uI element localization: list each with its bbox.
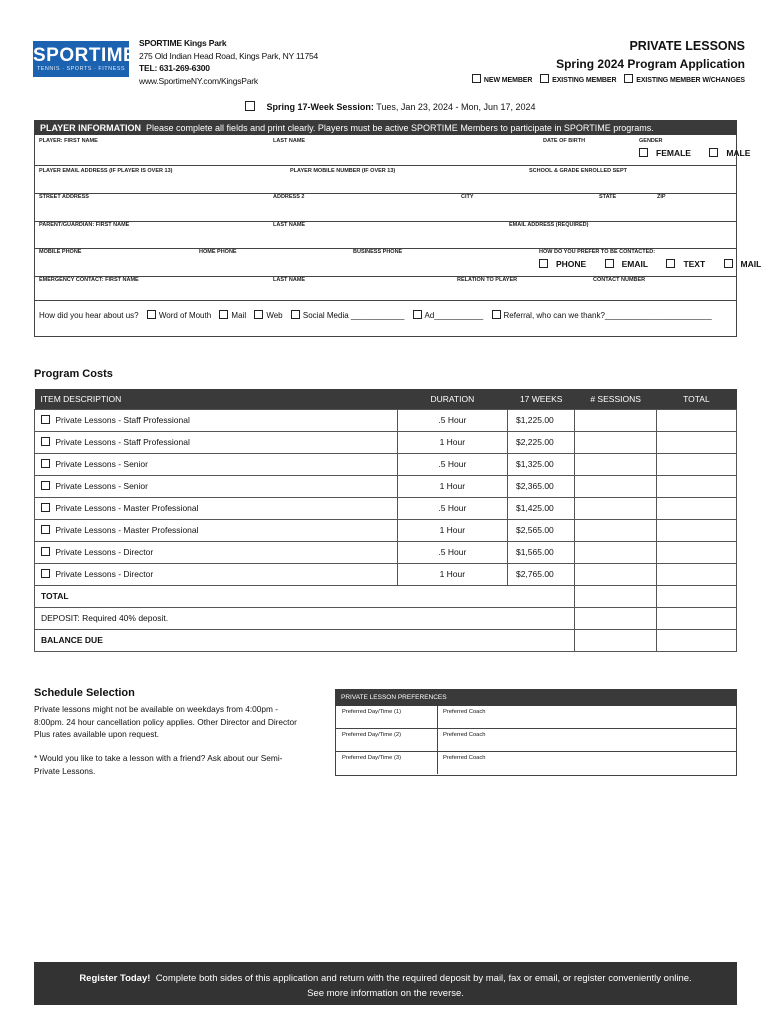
item-description <box>35 475 398 497</box>
parent-last-name-label: LAST NAME <box>273 222 306 228</box>
contact-mail-checkbox[interactable] <box>724 259 733 268</box>
logo-tagline: TENNIS · SPORTS · FITNESS <box>36 66 126 72</box>
item-price: $2,365.00 <box>507 475 575 497</box>
dob-label: DATE OF BIRTH <box>543 138 586 144</box>
total-cell[interactable] <box>656 453 736 475</box>
form-title-block <box>466 39 745 84</box>
item-checkbox[interactable] <box>41 437 50 446</box>
new-member-checkbox[interactable] <box>472 74 481 83</box>
social-media-checkbox[interactable] <box>291 310 300 319</box>
mobile-phone-label: MOBILE PHONE <box>39 249 82 255</box>
preferred-coach-label: Preferred Coach <box>443 732 486 738</box>
reverse-note: See more information on the reverse. <box>307 988 464 999</box>
deposit-row-label: DEPOSIT: Required 40% deposit. <box>35 607 575 629</box>
item-label: Private Lessons - Director <box>55 547 154 557</box>
contact-text-label: TEXT <box>683 259 706 269</box>
female-label: FEMALE <box>656 148 691 158</box>
zip-label: ZIP <box>657 194 666 200</box>
sessions-cell[interactable] <box>575 497 656 519</box>
parent-row[interactable] <box>35 222 736 249</box>
emergency-last-name-label: LAST NAME <box>273 277 306 283</box>
cost-row <box>35 475 737 497</box>
hear-about-us <box>39 310 712 320</box>
item-price: $2,765.00 <box>507 563 575 585</box>
emergency-first-name-label: EMERGENCY CONTACT: FIRST NAME <box>39 277 139 283</box>
contact-preference-options <box>539 259 770 269</box>
item-description <box>35 541 398 563</box>
cost-row <box>35 541 737 563</box>
club-info <box>139 37 318 87</box>
club-address: 275 Old Indian Head Road, Kings Park, NY 11754 <box>139 50 319 61</box>
contact-email-checkbox[interactable] <box>605 259 614 268</box>
item-label: Private Lessons - Senior <box>55 459 148 469</box>
item-description <box>35 453 398 475</box>
parent-email-label: EMAIL ADDRESS (REQUIRED) <box>509 222 589 228</box>
web-label: Web <box>266 311 283 320</box>
item-duration: 1 Hour <box>397 519 507 541</box>
contact-text-checkbox[interactable] <box>666 259 675 268</box>
mail-checkbox[interactable] <box>219 310 228 319</box>
item-description <box>35 563 398 585</box>
word-of-mouth-label: Word of Mouth <box>158 311 212 320</box>
total-cell[interactable] <box>656 497 736 519</box>
col-total: TOTAL <box>656 389 736 409</box>
female-checkbox[interactable] <box>639 148 648 157</box>
gender-label: GENDER <box>639 138 663 144</box>
player-email-label: PLAYER EMAIL ADDRESS (IF PLAYER IS OVER 13) <box>39 168 173 174</box>
player-info-instructions: Please complete all fields and print clearly. Players must be active SPORTIME Members to participate in SPORTIME programs. <box>146 123 654 133</box>
item-price: $2,225.00 <box>507 431 575 453</box>
member-type-options <box>466 74 745 84</box>
session-checkbox[interactable] <box>245 101 255 111</box>
cost-row <box>35 431 737 453</box>
ad-checkbox[interactable] <box>413 310 422 319</box>
total-cell[interactable] <box>656 431 736 453</box>
sessions-cell[interactable] <box>575 541 656 563</box>
register-footer <box>34 962 737 1005</box>
referral-label: Referral, who can we thank?________________________ <box>503 311 712 320</box>
item-duration: 1 Hour <box>397 563 507 585</box>
col-item-description: ITEM DESCRIPTION <box>35 389 398 409</box>
hear-about-label: How did you hear about us? <box>39 311 139 320</box>
player-info-form <box>34 135 762 337</box>
male-label: MALE <box>726 148 751 158</box>
school-grade-label: SCHOOL & GRADE ENROLLED SEPT <box>529 168 627 174</box>
total-cell[interactable] <box>656 475 736 497</box>
state-label: STATE <box>599 194 617 200</box>
form-title: PRIVATE LESSONS <box>629 39 745 53</box>
address-row[interactable] <box>35 194 736 222</box>
total-row-sessions-cell[interactable] <box>575 585 656 607</box>
existing-member-changes-label: EXISTING MEMBER W/CHANGES <box>636 77 745 84</box>
schedule-note: Private lessons might not be available on weekdays from 4:00pm - 8:00pm. 24 hour cancellation policy applies. Other Director and Director Plus rates available upon request. <box>34 704 297 739</box>
player-contact-row[interactable] <box>35 166 736 194</box>
register-instructions: Complete both sides of this application and return with the required deposit by mail, fax or email, or register conveniently online. <box>155 973 692 984</box>
item-label: Private Lessons - Staff Professional <box>55 437 190 447</box>
existing-member-checkbox[interactable] <box>540 74 549 83</box>
city-label: CITY <box>461 194 474 200</box>
preferred-day-label: Preferred Day/Time (1) <box>342 709 402 715</box>
costs-header-row <box>35 389 737 409</box>
item-price: $1,565.00 <box>507 541 575 563</box>
word-of-mouth-checkbox[interactable] <box>147 310 156 319</box>
player-mobile-label: PLAYER MOBILE NUMBER (IF OVER 13) <box>290 168 396 174</box>
social-media-label: Social Media ____________ <box>302 311 405 320</box>
cost-row <box>35 519 737 541</box>
sessions-cell[interactable] <box>575 409 656 431</box>
player-first-name-label: PLAYER: FIRST NAME <box>39 138 98 144</box>
total-cell[interactable] <box>656 519 736 541</box>
player-info-header <box>34 120 737 135</box>
preferences-table <box>335 706 737 776</box>
item-duration: .5 Hour <box>397 497 507 519</box>
total-row-amount-cell[interactable] <box>656 585 736 607</box>
item-price: $1,225.00 <box>507 409 575 431</box>
item-checkbox[interactable] <box>41 415 50 424</box>
total-cell[interactable] <box>656 563 736 585</box>
item-description <box>35 409 398 431</box>
deposit-row-sessions-cell[interactable] <box>575 607 656 629</box>
sessions-cell[interactable] <box>575 431 656 453</box>
col-17-weeks: 17 WEEKS <box>507 389 575 409</box>
phone-row[interactable] <box>35 249 762 277</box>
cost-row <box>35 563 737 585</box>
male-checkbox[interactable] <box>709 148 718 157</box>
sessions-cell[interactable] <box>575 453 656 475</box>
sportime-logo <box>33 41 137 77</box>
balance-row-sessions-cell[interactable] <box>575 629 656 651</box>
col-duration: DURATION <box>397 389 507 409</box>
new-member-label: NEW MEMBER <box>483 77 533 84</box>
program-costs-title: Program Costs <box>34 368 113 380</box>
mail-label: Mail <box>231 311 247 320</box>
referral-checkbox[interactable] <box>492 310 501 319</box>
sessions-cell[interactable] <box>575 519 656 541</box>
preference-row-3[interactable] <box>336 752 736 775</box>
balance-row-amount-cell[interactable] <box>656 629 736 651</box>
contact-preference-label: HOW DO YOU PREFER TO BE CONTACTED: <box>539 249 656 255</box>
club-website: www.SportimeNY.com/KingsPark <box>139 75 258 86</box>
item-price: $2,565.00 <box>507 519 575 541</box>
home-phone-label: HOME PHONE <box>199 249 237 255</box>
form-subtitle: Spring 2024 Program Application <box>556 57 745 71</box>
semi-private-note: * Would you like to take a lesson with a friend? Ask about our Semi-Private Lessons. <box>34 753 283 776</box>
contact-number-label: CONTACT NUMBER <box>593 277 646 283</box>
item-label: Private Lessons - Senior <box>55 481 148 491</box>
item-checkbox[interactable] <box>41 525 50 534</box>
web-checkbox[interactable] <box>254 310 263 319</box>
contact-phone-label: PHONE <box>556 259 587 269</box>
total-row-label: TOTAL <box>35 585 575 607</box>
item-price: $1,325.00 <box>507 453 575 475</box>
total-cell[interactable] <box>656 409 736 431</box>
schedule-title: Schedule Selection <box>34 687 135 699</box>
logo-wordmark: SPORTIME <box>33 45 137 66</box>
item-checkbox[interactable] <box>41 503 50 512</box>
preferred-coach-label: Preferred Coach <box>443 755 486 761</box>
item-description <box>35 497 398 519</box>
existing-member-changes-checkbox[interactable] <box>624 74 633 83</box>
sessions-cell[interactable] <box>575 563 656 585</box>
club-phone: TEL: 631-269-6300 <box>139 63 210 73</box>
item-checkbox[interactable] <box>41 459 50 468</box>
session-label: Spring 17-Week Session: <box>266 102 374 112</box>
deposit-row-amount-cell[interactable] <box>656 607 736 629</box>
contact-phone-checkbox[interactable] <box>539 259 548 268</box>
item-duration: 1 Hour <box>397 475 507 497</box>
total-row <box>35 585 737 607</box>
cost-row <box>35 453 737 475</box>
address2-label: ADDRESS 2 <box>273 194 305 200</box>
item-checkbox[interactable] <box>41 569 50 578</box>
session-dates: Tues, Jan 23, 2024 - Mon, Jun 17, 2024 <box>376 102 536 112</box>
ad-label: Ad___________ <box>424 311 484 320</box>
sessions-cell[interactable] <box>575 475 656 497</box>
item-label: Private Lessons - Staff Professional <box>55 415 190 425</box>
item-duration: .5 Hour <box>397 541 507 563</box>
preferred-day-label: Preferred Day/Time (3) <box>342 755 402 761</box>
total-cell[interactable] <box>656 541 736 563</box>
business-phone-label: BUSINESS PHONE <box>353 249 403 255</box>
item-price: $1,425.00 <box>507 497 575 519</box>
balance-row-label: BALANCE DUE <box>35 629 575 651</box>
item-duration: .5 Hour <box>397 453 507 475</box>
col-sessions: # SESSIONS <box>575 389 656 409</box>
item-description <box>35 431 398 453</box>
register-today-label: Register Today! <box>79 973 151 984</box>
contact-mail-label: MAIL <box>740 259 762 269</box>
item-duration: 1 Hour <box>397 431 507 453</box>
session-line <box>245 101 536 112</box>
item-label: Private Lessons - Master Professional <box>55 525 199 535</box>
street-address-label: STREET ADDRESS <box>39 194 89 200</box>
deposit-row <box>35 607 737 629</box>
player-name-row[interactable] <box>35 135 751 166</box>
cost-row <box>35 497 737 519</box>
preferred-coach-label: Preferred Coach <box>443 709 486 715</box>
preferences-header: PRIVATE LESSON PREFERENCES <box>335 689 737 706</box>
item-description <box>35 519 398 541</box>
preferred-day-label: Preferred Day/Time (2) <box>342 732 402 738</box>
player-info-title: PLAYER INFORMATION <box>40 123 142 133</box>
program-costs-table <box>34 389 737 652</box>
emergency-row[interactable] <box>35 277 736 301</box>
player-last-name-label: LAST NAME <box>273 138 306 144</box>
club-name: SPORTIME Kings Park <box>139 38 227 48</box>
cost-row <box>35 409 737 431</box>
item-label: Private Lessons - Master Professional <box>55 503 199 513</box>
relation-label: RELATION TO PLAYER <box>457 277 518 283</box>
preference-row-1[interactable] <box>336 706 736 729</box>
contact-email-label: EMAIL <box>621 259 649 269</box>
item-label: Private Lessons - Director <box>55 569 154 579</box>
existing-member-label: EXISTING MEMBER <box>552 77 617 84</box>
item-checkbox[interactable] <box>41 481 50 490</box>
parent-first-name-label: PARENT/GUARDIAN: FIRST NAME <box>39 222 130 228</box>
gender-options <box>639 148 766 158</box>
item-duration: .5 Hour <box>397 409 507 431</box>
preference-row-2[interactable] <box>336 729 736 752</box>
item-checkbox[interactable] <box>41 547 50 556</box>
balance-row <box>35 629 737 651</box>
